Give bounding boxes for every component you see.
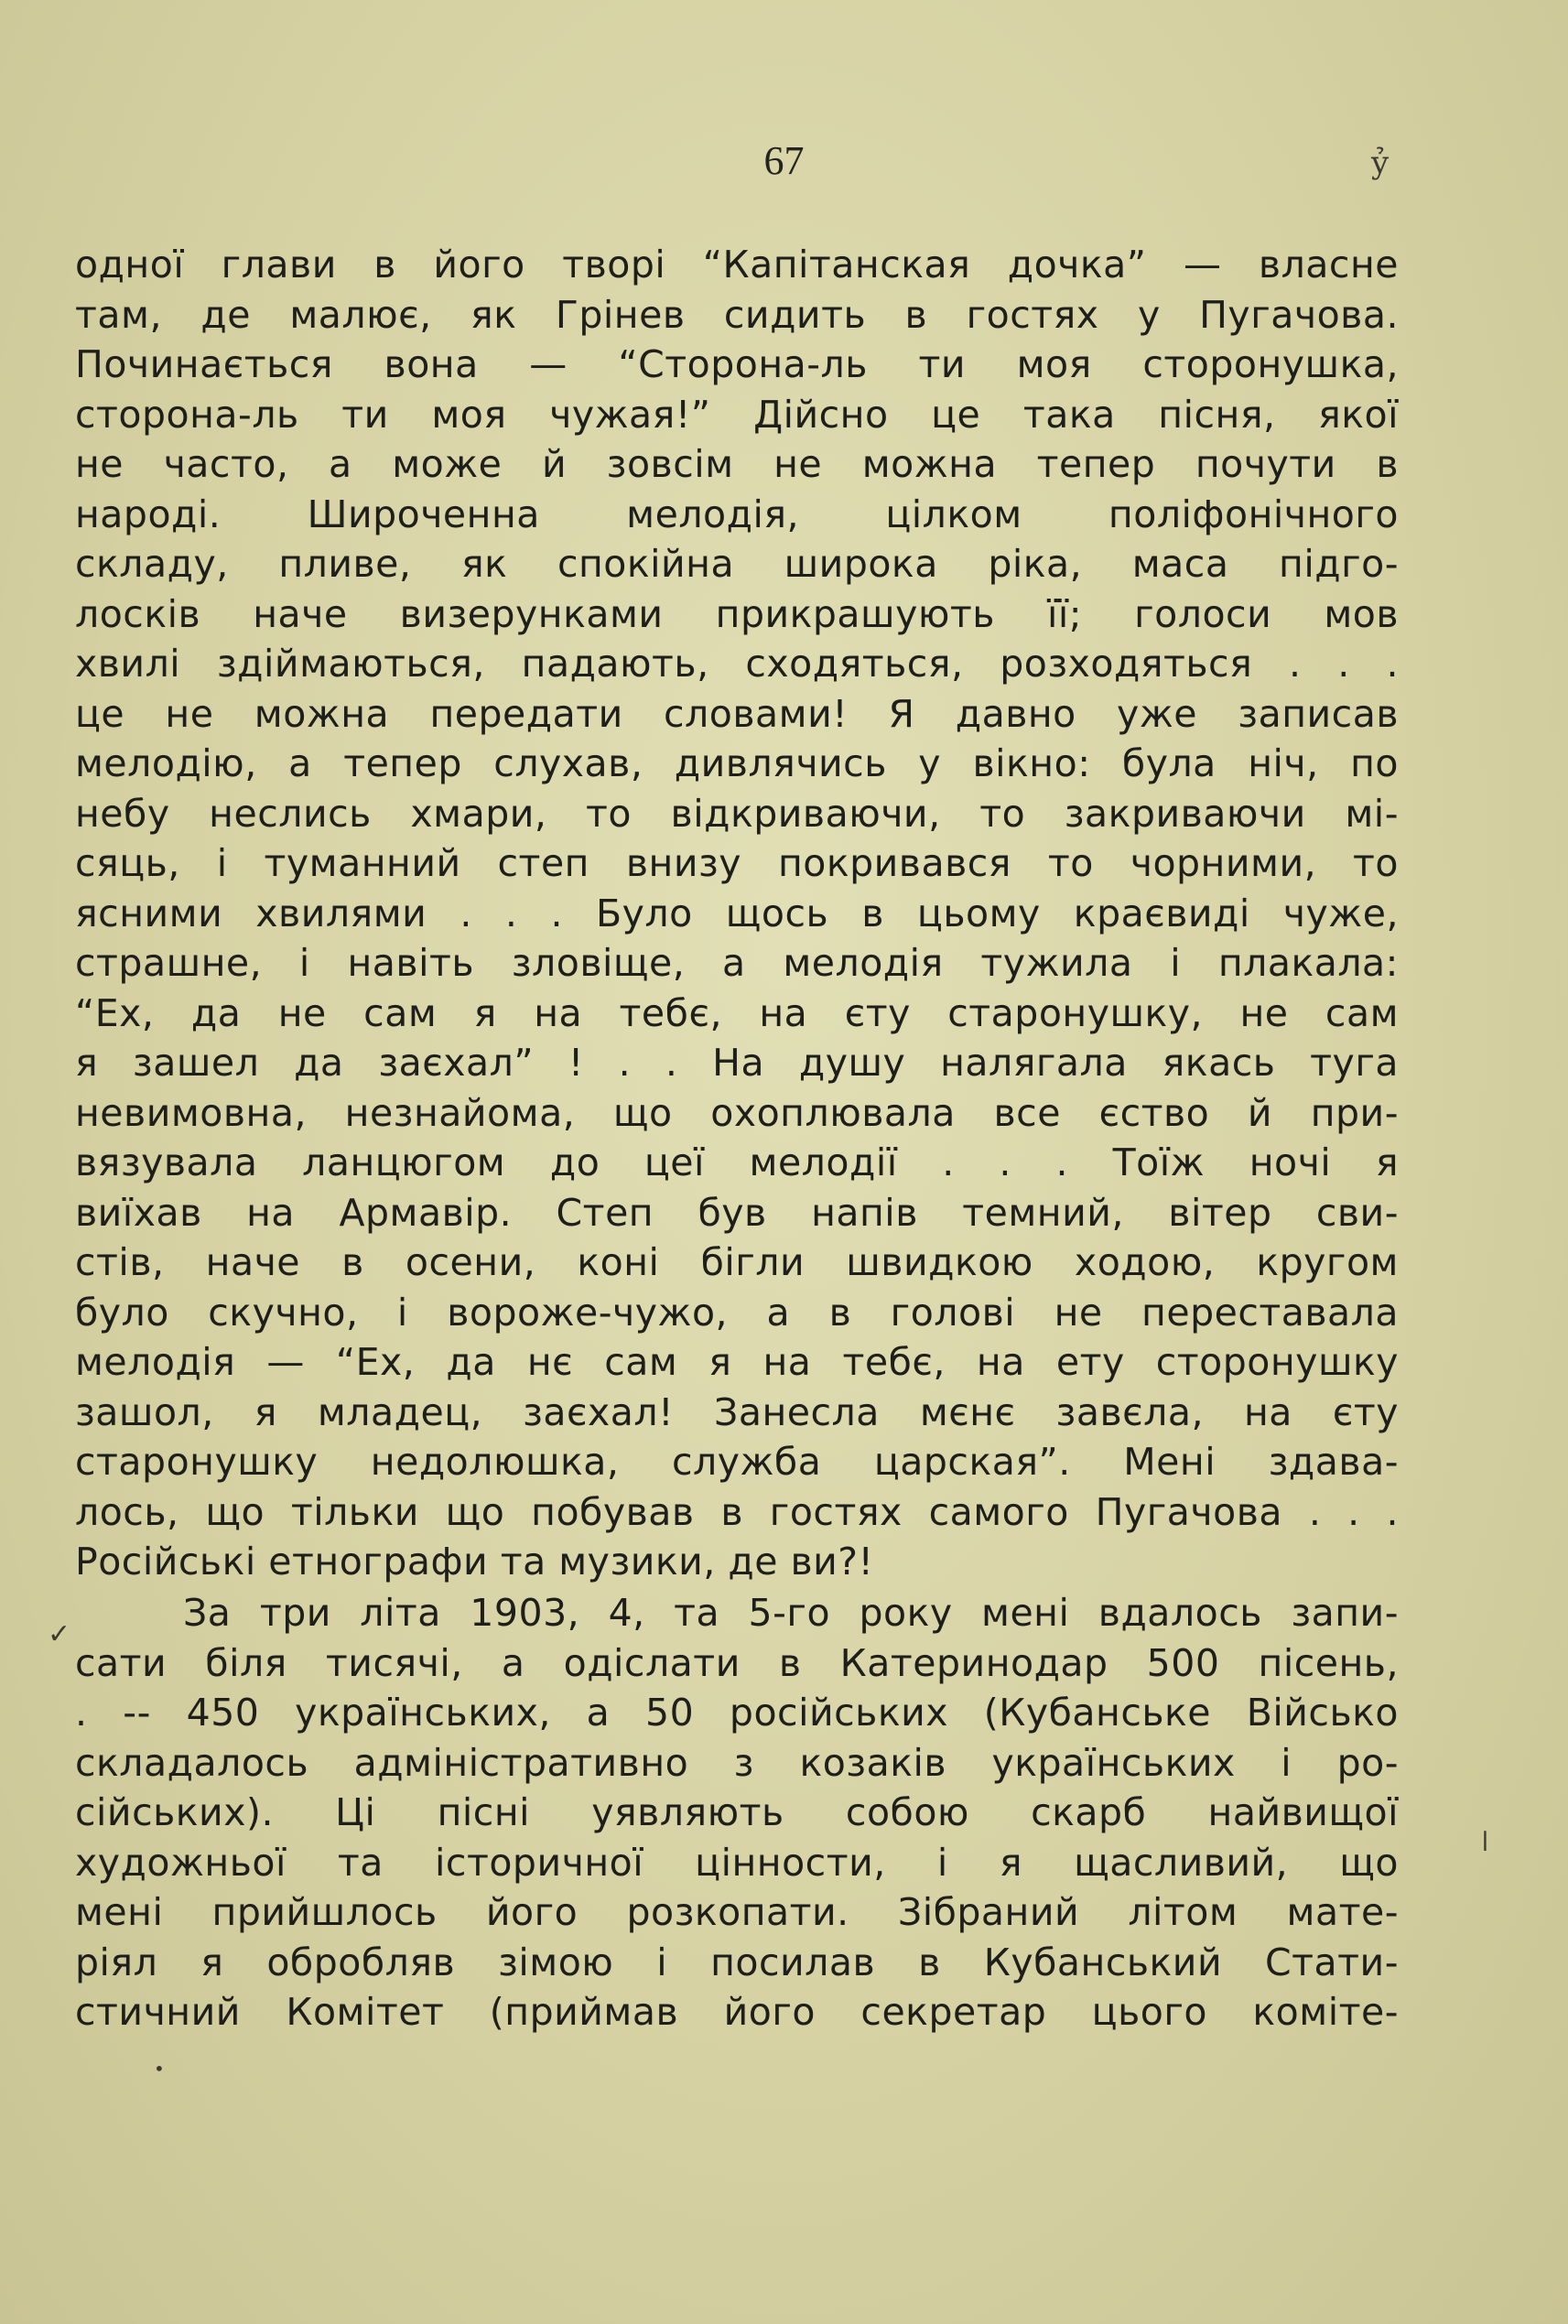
paragraph-2 [75,1588,1399,2038]
text-line: там, де малює, як Грінев сидить в гостях у Пугачова. [75,292,1399,337]
text-line: хвилі здіймаються, падають, сходяться, розходяться . . . [75,642,1399,686]
text-line: сторона-ль ти моя чужая!” Дійсно це така пісня, якої [75,392,1399,437]
text-line: мені прийшлось його розкопати. Зібраний літом мате- [75,1890,1399,1934]
text-line: було скучно, і вороже-чужо, а в голові не переставала [75,1290,1399,1335]
text-line: невимовна, незнайома, що охоплювала все єство й при- [75,1090,1399,1135]
text-line: стичний Комітет (приймав його секретар цього коміте- [75,1990,1399,2034]
text-line: Починається вона — “Сторона-ль ти моя сторонушка, [75,342,1399,386]
text-line: не часто, а може й зовсім не можна тепер почути в [75,442,1399,486]
text-line: стів, наче в осени, коні бігли швидкою ходою, кругом [75,1240,1399,1284]
text-line: сійських). Ці пісні уявляють собою скарб найвищої [75,1790,1399,1834]
text-line: виїхав на Армавір. Степ був напів темний, вітер сви- [75,1190,1399,1235]
text-line: Російські етнографи та музики, де ви?! [75,1540,874,1584]
text-line: складу, пливе, як спокійна широка ріка, маса підго- [75,542,1399,586]
text-line: сати біля тисячі, а одіслати в Катеринодар 500 пісень, [75,1640,1399,1685]
text-line: ясними хвилями . . . Було щось в цьому краєвиді чуже, [75,891,1399,935]
margin-speck: • [154,2058,165,2080]
text-line: народі. Широченна мелодія, цілком поліфонічного [75,492,1399,536]
text-line: художньої та історичної цінности, і я щасливий, що [75,1840,1399,1885]
page-number: 67 [763,138,805,183]
margin-speck: ǀ [1481,1826,1489,1858]
corner-mark: ỷ [1371,145,1390,181]
text-line: це не можна передати словами! Я давно уже записав [75,691,1399,736]
text-line: . -- 450 українських, а 50 російських (Кубанське Військо [75,1691,1399,1735]
text-line: одної глави в його творі “Капітанская дочка” — власне [75,243,1399,286]
text-line: страшне, і навіть зловіще, а мелодія тужила і плакала: [75,941,1399,985]
text-line: мелодія — “Ех, да нє сам я на тебє, на ету сторонушку [75,1340,1399,1384]
paragraph-1 [75,240,1399,1587]
text-line: мелодію, а тепер слухав, дивлячись у вікно: була ніч, по [75,741,1399,785]
text-line: лосків наче визерунками прикрашують її; голоси мов [75,591,1399,636]
text-line: складалось адміністративно з козаків українських і ро- [75,1740,1399,1785]
text-line: сяць, і туманний степ внизу покривався то чорними, то [75,841,1399,885]
text-line: лось, що тільки що побував в гостях самого Пугачова . . . [75,1489,1399,1534]
text-line: За три літа 1903, 4, та 5-го року мені вдалось запи- [183,1591,1399,1635]
text-line: ріял я обробляв зімою і посилав в Кубанський Стати- [75,1940,1399,1984]
text-line: вязувала ланцюгом до цеї мелодії . . . Тоїж ночі я [75,1140,1399,1184]
text-line: небу неслись хмари, то відкриваючи, то закриваючи мі- [75,791,1399,836]
margin-speck: ✓ [48,1618,71,1650]
text-line: “Ех, да не сам я на тебє, на єту старонушку, не сам [75,990,1399,1035]
text-line: старонушку недолюшка, служба царская”. Мені здава- [75,1440,1399,1484]
text-line: я зашел да заєхал” ! . . На душу налягала якась туга [75,1041,1399,1085]
text-line: зашол, я младец, заєхал! Занесла мєнє завєла, на єту [75,1389,1399,1434]
